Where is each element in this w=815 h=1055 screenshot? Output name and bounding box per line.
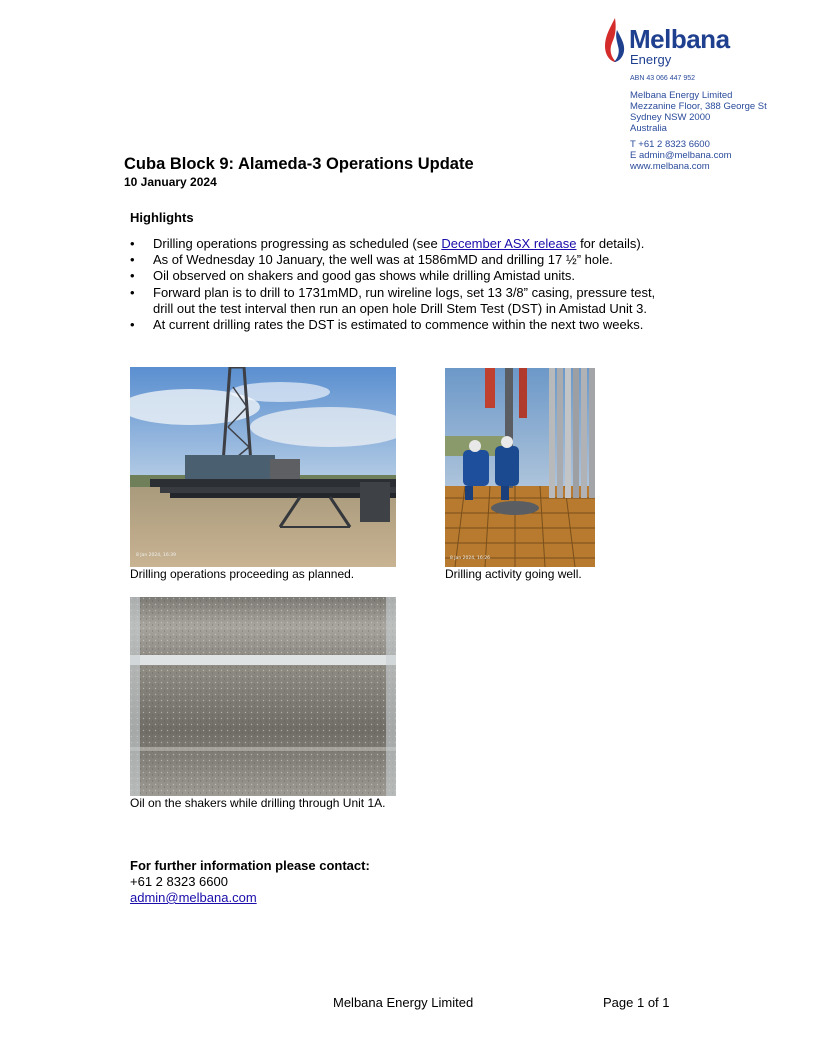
footer-company: Melbana Energy Limited (333, 995, 474, 1010)
company-name: Melbana Energy Limited (630, 90, 733, 101)
company-phone: T +61 2 8323 6600 (630, 139, 710, 150)
company-address-line1: Mezzanine Floor, 388 George St (630, 101, 767, 112)
photo-caption: Oil on the shakers while drilling through Unit 1A. (130, 796, 386, 810)
contact-phone: +61 2 8323 6600 (130, 874, 228, 889)
bullet-text: Drilling operations progressing as scheduled (see (153, 236, 442, 251)
photo-timestamp: 8 Jan 2024, 16:26 (450, 556, 490, 561)
bullet-icon: • (130, 236, 135, 251)
list-item (130, 268, 700, 284)
photo-caption: Drilling activity going well. (445, 567, 582, 581)
highlights-list (130, 236, 700, 333)
bullet-text: Oil observed on shakers and good gas shows while drilling Amistad units. (153, 268, 576, 284)
footer-page-number: Page 1 of 1 (603, 995, 670, 1010)
bullet-text: As of Wednesday 10 January, the well was at 1586mMD and drilling 17 ½” hole. (153, 252, 613, 268)
drill-floor-photo (445, 368, 595, 567)
drilling-rig-photo (130, 367, 396, 567)
bullet-text: drill out the test interval then run an open hole Drill Stem Test (DST) in Amistad Unit 3. (153, 300, 647, 316)
logo-sub-text: Energy (630, 52, 672, 67)
company-email: E admin@melbana.com (630, 150, 732, 161)
bullet-icon: • (130, 317, 135, 333)
contact-block (130, 858, 370, 906)
shakers-photo (130, 597, 396, 796)
company-logo (603, 16, 803, 68)
page-title: Cuba Block 9: Alameda-3 Operations Update (124, 155, 474, 173)
list-item (130, 285, 700, 317)
document-date: 10 January 2024 (124, 175, 217, 189)
highlights-heading: Highlights (130, 210, 194, 225)
photo-timestamp: 8 Jan 2024, 16:39 (136, 553, 176, 558)
asx-release-link[interactable]: December ASX release (441, 236, 577, 251)
bullet-text: for details). (576, 236, 645, 251)
contact-email-link[interactable]: admin@melbana.com (130, 890, 257, 905)
bullet-icon: • (130, 268, 135, 284)
photo-caption: Drilling operations proceeding as planned. (130, 567, 355, 581)
company-country: Australia (630, 123, 667, 134)
list-item (130, 252, 700, 268)
bullet-icon: • (130, 284, 135, 300)
list-item (130, 317, 700, 333)
company-website: www.melbana.com (630, 161, 710, 172)
company-address-line2: Sydney NSW 2000 (630, 112, 711, 123)
drop-logo-icon (603, 16, 627, 64)
company-abn: ABN 43 066 447 952 (630, 75, 695, 82)
company-details (630, 74, 767, 172)
bullet-text: Forward plan is to drill to 1731mMD, run wireline logs, set 13 3/8” casing, pressure test, (153, 284, 656, 300)
list-item (130, 236, 700, 252)
bullet-text: At current drilling rates the DST is estimated to commence within the next two weeks. (153, 317, 644, 333)
bullet-icon: • (130, 252, 135, 268)
contact-heading: For further information please contact: (130, 858, 370, 873)
logo-brand-text: Melbana (629, 24, 730, 54)
